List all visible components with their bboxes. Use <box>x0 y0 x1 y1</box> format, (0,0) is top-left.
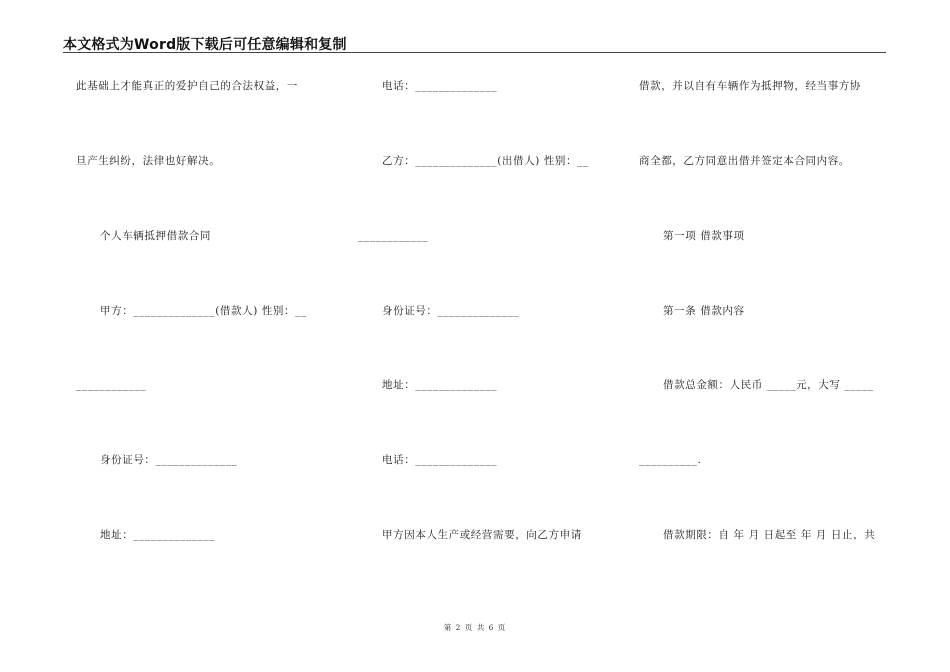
section-heading: 第一项 借款事项 <box>663 230 745 242</box>
document-header-title: 本文格式为Word版下载后可任意编辑和复制 <box>63 37 347 53</box>
party-b-id-field: 身份证号：______________ <box>382 305 520 317</box>
contract-title: 个人车辆抵押借款合同 <box>100 230 211 242</box>
party-a-field: 甲方：______________(借款人) 性别：__ <box>100 305 307 317</box>
text-line: ____________ <box>76 379 147 391</box>
article-heading: 第一条 借款内容 <box>663 305 745 317</box>
party-a-id-field: 身份证号：______________ <box>100 454 238 466</box>
party-b-phone-field: 电话：______________ <box>382 454 498 466</box>
loan-amount-field: 借款总金额：人民币 _____元，大写 _____ <box>663 379 874 391</box>
text-line: 旦产生纠纷，法律也好解决。 <box>76 155 221 167</box>
text-line: ____________ <box>358 230 429 242</box>
page-number: 第 2 页 共 6 页 <box>443 623 507 632</box>
party-a-phone-field: 电话：______________ <box>382 80 498 92</box>
text-line: 借款，并以自有车辆作为抵押物，经当事方协 <box>639 80 861 92</box>
text-line: 商全都，乙方同意出借并签定本合同内容。 <box>639 155 850 167</box>
party-a-address-field: 地址：______________ <box>100 529 216 541</box>
header-divider <box>63 52 886 53</box>
loan-term-field: 借款期限：自 年 月 日起至 年 月 日止，共 <box>663 529 876 541</box>
party-b-address-field: 地址：______________ <box>382 379 498 391</box>
text-line: 此基础上才能真正的爱护自己的合法权益，一 <box>76 80 298 92</box>
party-b-field: 乙方：______________(出借人) 性别：__ <box>382 155 589 167</box>
text-line: 甲方因本人生产或经营需要，向乙方申请 <box>382 529 582 541</box>
text-line: __________. <box>639 454 702 466</box>
